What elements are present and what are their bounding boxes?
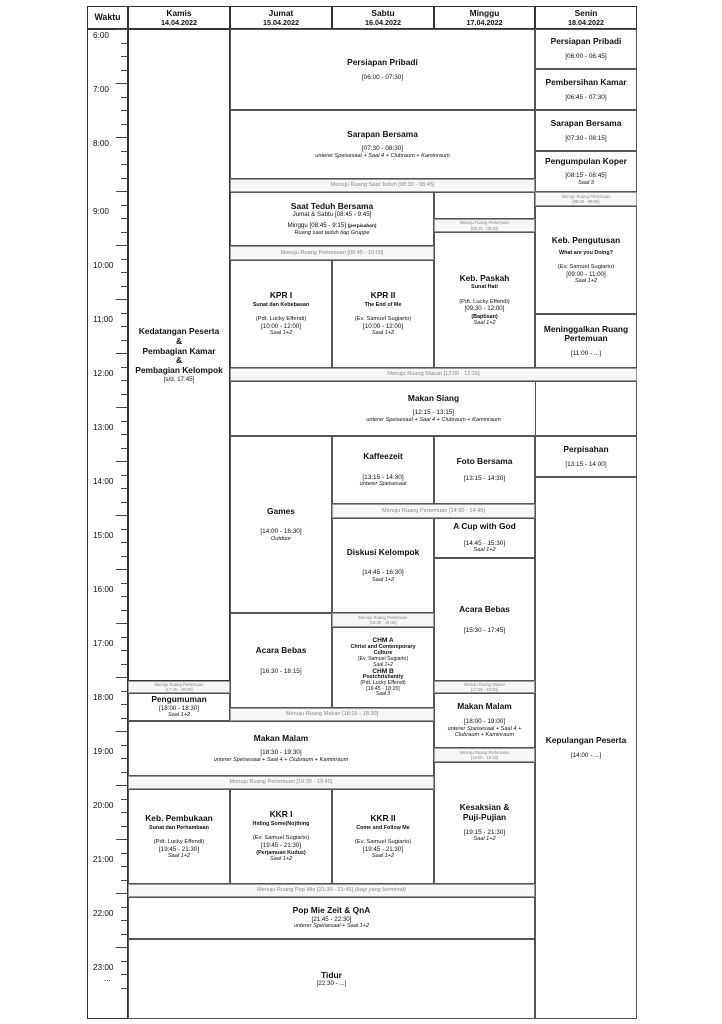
hour-label: 12:00 xyxy=(93,369,114,378)
time-tick xyxy=(121,529,128,530)
event-room: Saal 1+2 xyxy=(167,712,191,719)
event-title: Kesaksian & xyxy=(459,802,510,813)
event-speaker: (Pdt. Lucky Effendi) xyxy=(360,680,406,687)
event-time: [13:15 - 14:30] xyxy=(463,475,506,483)
event-room: unterer Speisesaal + Saal 4 + Clubraum + Kaminraum xyxy=(366,416,501,423)
hour-label: 22:00 xyxy=(93,909,114,918)
transition-minggu-1745 xyxy=(434,681,535,693)
time-tick xyxy=(121,367,128,368)
event-time: [19:45 - 21:30] xyxy=(159,845,199,853)
transition-text: Menuju Ruang Pertemuan xyxy=(460,749,509,755)
time-tick xyxy=(121,880,128,881)
event-room: Saal 1+2 xyxy=(167,852,191,859)
event-title: Kepulangan Peserta xyxy=(545,735,627,746)
time-tick xyxy=(116,623,128,624)
event-title: Meninggalkan Ruang xyxy=(543,323,629,334)
event-title: Acara Bebas xyxy=(459,603,510,614)
event-speaker: (Pdt. Lucky Effendi) xyxy=(459,298,510,305)
hour-label: 13:00 xyxy=(93,423,114,432)
time-tick xyxy=(121,259,128,260)
hour-label: 7:00 xyxy=(93,85,109,94)
event-senin-blank xyxy=(535,381,637,436)
time-tick xyxy=(116,137,128,138)
time-tick xyxy=(121,448,128,449)
event-room: Saal 1+2 xyxy=(574,277,598,284)
event-blank-minggu xyxy=(434,192,535,219)
event-title: Pengumuman xyxy=(151,694,207,705)
transition-text: Menuju Ruang Makan [12:00 - 12:15] xyxy=(387,371,480,378)
transition-text: Menuju Ruang Pertemuan [09:45 - 10:00] xyxy=(280,249,384,256)
header-day-senin xyxy=(535,6,637,29)
event-time: [16:45 - 18:15] xyxy=(366,685,400,692)
time-tick xyxy=(121,151,128,152)
event-kkr1 xyxy=(230,789,332,884)
time-tick xyxy=(121,394,128,395)
event-time: [18:00 - 18:30] xyxy=(159,705,199,713)
time-tick xyxy=(121,340,128,341)
event-time: [06:00 - 07:30] xyxy=(361,73,404,81)
event-games xyxy=(230,436,332,613)
event-senin-persiapan xyxy=(535,29,637,69)
hour-label: 11:00 xyxy=(93,315,113,324)
hour-label: 21:00 xyxy=(93,855,114,864)
event-time: [14:00 - ...] xyxy=(570,752,602,760)
transition-text: Menuju Ruang Pertemuan [14:30 - 14:45] xyxy=(382,507,485,514)
event-time: [11:00 - ...] xyxy=(570,350,602,358)
event-room: Saal 1+2 xyxy=(371,330,395,337)
header-day-name: Kamis xyxy=(166,8,192,19)
event-time: [12:15 - 13:15] xyxy=(412,409,455,417)
transition-text: [09:15 - 09:30] xyxy=(470,225,498,231)
event-diskusi-kelompok xyxy=(332,518,434,613)
time-tick xyxy=(116,515,128,516)
transition-text: [19:00 - 19:15] xyxy=(470,755,498,760)
event-title: Persiapan Pribadi xyxy=(347,56,418,67)
event-title: Saat Teduh Bersama xyxy=(290,200,374,211)
time-tick xyxy=(116,677,128,678)
transition-text: Menuju Ruang Makan xyxy=(464,681,505,687)
event-senin-pembersihan xyxy=(535,69,637,110)
time-tick xyxy=(121,434,128,435)
time-tick xyxy=(121,502,128,503)
event-kpr1 xyxy=(230,260,332,368)
time-tick xyxy=(116,893,128,894)
header-day-name: Minggu xyxy=(469,8,500,19)
event-title: Tidur xyxy=(321,969,342,980)
event-keb-pembukaan xyxy=(128,789,230,884)
time-tick xyxy=(121,758,128,759)
transition-text: [17:45 - 18:00] xyxy=(470,687,498,692)
time-tick xyxy=(121,718,128,719)
schedule-line-note: (perpisahan) xyxy=(347,224,377,230)
header-day-date: 16.04.2022 xyxy=(365,17,401,27)
time-tick xyxy=(121,326,128,327)
event-meninggalkan xyxy=(535,314,637,368)
header-day-kamis xyxy=(128,6,230,29)
transition-text xyxy=(257,887,406,893)
time-tick xyxy=(121,43,128,44)
transition-minggu-0915 xyxy=(434,219,535,232)
hour-label: 23:00 xyxy=(93,963,114,972)
transition-popmie xyxy=(128,884,535,897)
header-day-date: 15.04.2022 xyxy=(263,17,299,27)
event-kesaksian xyxy=(434,762,535,884)
event-room: unterer Speisesaal + Saal 4 + Clubraum + Kaminraum xyxy=(213,756,349,763)
event-time: [09:30 - 12:00] xyxy=(464,305,505,313)
event-title: Pembagian Kamar xyxy=(142,345,216,356)
event-tidur xyxy=(128,939,535,1019)
event-title: Pembersihan Kamar xyxy=(545,76,627,87)
event-time: [19:45 - 21:30] xyxy=(363,845,403,853)
event-title: Pembagian Kelompok xyxy=(135,365,223,376)
time-tick xyxy=(121,704,128,705)
event-kpr2 xyxy=(332,260,434,368)
event-subtitle: Sunat dan Kebebasan xyxy=(252,302,310,309)
time-tick xyxy=(116,29,128,30)
time-tick xyxy=(121,772,128,773)
event-schedule-line xyxy=(287,222,376,230)
event-subtitle: Christ and Contemporary xyxy=(350,644,416,651)
transition-pertemuan-0945 xyxy=(230,246,434,260)
transition-text: Menuju Ruang Pertemuan xyxy=(561,193,611,199)
transition-text: [08:45 - 09:00] xyxy=(572,199,600,204)
transition-text: Menuju Ruang Pertemuan [19:30 - 19:45] xyxy=(229,779,333,786)
time-tick xyxy=(121,97,128,98)
time-tick xyxy=(121,934,128,935)
time-tick xyxy=(121,610,128,611)
event-title: Perpisahan xyxy=(563,443,609,454)
event-title: KKR I xyxy=(269,809,293,820)
hour-label: 15:00 xyxy=(93,531,114,540)
event-title: & xyxy=(175,335,183,346)
event-subtitle: Sunat Hati xyxy=(471,284,498,291)
hour-label: 14:00 xyxy=(93,477,114,486)
hour-label: 8:00 xyxy=(93,139,109,148)
transition-note: (bagi yang berminat) xyxy=(354,887,406,894)
event-room: Saal 1+2 xyxy=(269,856,293,863)
event-persiapan-pribadi xyxy=(230,29,535,110)
transition-text: Menuju Ruang Pertemuan xyxy=(154,681,204,687)
event-title: A Cup with God xyxy=(453,521,516,532)
time-tick xyxy=(116,245,128,246)
header-day-name: Sabtu xyxy=(371,8,395,19)
event-room: unterer Speisesaal + Saal 4 + Clubraum + Kaminraum xyxy=(315,152,450,159)
event-perpisahan xyxy=(535,436,637,477)
hour-label: 17:00 xyxy=(93,639,114,648)
time-tick xyxy=(116,83,128,84)
time-tick xyxy=(121,542,128,543)
transition-text: [16:30 - 16:45] xyxy=(369,620,397,625)
event-note: (Perjamuan Kudus) xyxy=(256,850,306,857)
transition-makan-1200 xyxy=(230,368,637,381)
event-title: Kaffeezeit xyxy=(363,451,403,462)
event-title: Makan Siang xyxy=(407,392,460,403)
event-kepulangan xyxy=(535,477,637,1019)
event-room: Saal 1+2 xyxy=(473,836,496,843)
header-waktu xyxy=(87,6,128,29)
event-subtitle: Postchristianity xyxy=(362,674,404,681)
time-tick xyxy=(121,853,128,854)
event-speaker: (Pdt. Lucky Effendi) xyxy=(255,316,307,323)
event-room: Outdoor xyxy=(270,535,292,542)
event-keb-pengutusan xyxy=(535,206,637,314)
time-tick xyxy=(121,110,128,111)
event-kaffeezeit xyxy=(332,436,434,504)
header-day-date: 17.04.2022 xyxy=(466,17,503,27)
event-time: [21:45 - 22:30] xyxy=(311,916,352,924)
transition-text: [17:45 - 18:00] xyxy=(165,687,193,692)
time-tick xyxy=(116,947,128,948)
event-time: [14:45 - 16:30] xyxy=(362,569,404,577)
transition-saat-teduh xyxy=(230,179,535,192)
event-room: Saal 1+2 xyxy=(371,852,395,859)
time-tick xyxy=(121,178,128,179)
header-day-name: Senin xyxy=(574,8,598,19)
hour-label: ... xyxy=(104,974,111,983)
time-tick xyxy=(121,907,128,908)
event-subtitle: Culture xyxy=(373,650,393,657)
header-day-name: Jumat xyxy=(268,8,294,19)
event-time: [08:15 - 08:45] xyxy=(565,172,607,180)
event-time: [10:00 - 12:00] xyxy=(363,323,403,331)
transition-text: Menuju Ruang Makan [18:15 - 18:30] xyxy=(285,711,379,718)
event-time: [15:30 - 17:45] xyxy=(463,626,506,634)
event-time: [14:45 - 15:30] xyxy=(463,539,506,547)
event-speaker: (Pdt. Lucky Effendi) xyxy=(153,838,205,845)
event-acara-bebas-jumat xyxy=(230,613,332,708)
event-time: [s/d. 17:45] xyxy=(163,375,195,383)
time-tick xyxy=(116,785,128,786)
event-cup-with-god xyxy=(434,518,535,558)
event-time: [22:30 - ...] xyxy=(316,980,347,988)
event-title: Games xyxy=(267,505,295,516)
event-room: unterer Speisesaal + Saal 1+2 xyxy=(293,923,370,930)
event-title: Makan Malam xyxy=(457,701,512,712)
event-title: Keb. Paskah xyxy=(459,272,510,283)
transition-makan-1815 xyxy=(230,708,434,721)
event-time: [14:00 - 16:30] xyxy=(260,528,302,536)
event-title: Persiapan Pribadi xyxy=(550,36,622,47)
event-title: Sarapan Bersama xyxy=(347,128,418,139)
event-title: CHM A xyxy=(372,637,394,645)
header-day-jumat xyxy=(230,6,332,29)
hour-label: 19:00 xyxy=(93,747,114,756)
time-tick xyxy=(116,839,128,840)
time-tick xyxy=(121,475,128,476)
time-tick xyxy=(121,920,128,921)
event-time: [19:45 - 21:30] xyxy=(261,841,301,849)
event-time: [06:45 - 07:30] xyxy=(565,93,607,101)
time-tick xyxy=(121,988,128,989)
transition-senin-0845 xyxy=(535,192,637,206)
time-tick xyxy=(116,407,128,408)
header-day-sabtu xyxy=(332,6,434,29)
event-time: [18:00 - 19:00] xyxy=(463,718,506,726)
event-subtitle: Hiding Some(No)thing xyxy=(252,820,310,827)
time-tick xyxy=(121,664,128,665)
time-tick xyxy=(121,205,128,206)
event-time: [16:30 - 18:15] xyxy=(260,667,302,675)
event-pengumuman xyxy=(128,693,230,721)
event-subtitle: The End of Me xyxy=(364,302,402,309)
event-title: KPR II xyxy=(370,290,396,301)
event-senin-sarapan xyxy=(535,110,637,151)
event-room: Saal 3 xyxy=(578,179,594,186)
hour-label: 20:00 xyxy=(93,801,114,810)
event-title: Foto Bersama xyxy=(456,456,513,467)
transition-pertemuan-1430 xyxy=(332,504,535,518)
event-room: Saal 1+2 xyxy=(473,547,496,554)
event-time: [19:15 - 21:30] xyxy=(463,828,506,836)
event-kedatangan xyxy=(128,29,230,681)
time-tick xyxy=(116,731,128,732)
event-subtitle: Come and Follow Me xyxy=(356,824,410,831)
event-schedule-line: Jumat & Sabtu [08:45 - 9:45] xyxy=(292,211,372,219)
time-tick xyxy=(121,961,128,962)
event-room: Saal 1+2 xyxy=(269,330,293,337)
hour-label: 6:00 xyxy=(93,31,109,40)
event-title: & xyxy=(175,355,183,366)
event-note: (Baptisan) xyxy=(471,313,498,320)
event-title: CHM B xyxy=(372,668,394,676)
event-title: Keb. Pembukaan xyxy=(145,812,213,823)
transition-text: Menuju Ruang Pertemuan xyxy=(460,220,509,226)
time-tick xyxy=(121,56,128,57)
time-tick xyxy=(121,799,128,800)
time-tick xyxy=(121,313,128,314)
time-tick xyxy=(121,745,128,746)
header-day-minggu xyxy=(434,6,535,29)
event-title: Pop Mie Zeit & QnA xyxy=(292,905,371,916)
event-title: KKR II xyxy=(370,812,396,823)
event-title: Pengumpulan Koper xyxy=(545,155,627,166)
time-tick xyxy=(121,583,128,584)
time-tick xyxy=(121,70,128,71)
time-tick xyxy=(121,380,128,381)
hour-label: 9:00 xyxy=(93,207,109,216)
time-tick xyxy=(116,299,128,300)
event-title: Diskusi Kelompok xyxy=(346,546,420,557)
time-tick xyxy=(121,164,128,165)
time-tick xyxy=(121,232,128,233)
event-time: [13:15 - 14:30] xyxy=(362,473,404,481)
time-tick xyxy=(121,826,128,827)
event-time: [06:00 - 06:45] xyxy=(565,53,607,61)
event-speaker: (Ev. Samuel Sugiarto) xyxy=(357,656,409,663)
transition-main: Menuju Ruang Pop Mie [21:30 - 21:45] xyxy=(257,887,354,894)
event-popmie xyxy=(128,897,535,939)
event-room: Saal 3 xyxy=(375,691,391,698)
event-time: [07:30 - 08:30] xyxy=(361,145,404,153)
event-time: [13:15 - 14:00] xyxy=(565,460,607,468)
event-title: Makan Malam xyxy=(253,732,309,743)
event-time: [09:00 - 11:00] xyxy=(566,270,606,278)
event-speaker: (Ev. Samuel Sugiarto) xyxy=(252,835,310,842)
time-tick xyxy=(121,556,128,557)
transition-minggu-1900 xyxy=(434,748,535,762)
event-room: Ruang saat teduh tiap Gruppe xyxy=(294,230,370,236)
time-tick xyxy=(121,286,128,287)
transition-kamis-1745 xyxy=(128,681,230,693)
event-room: unterer Speisesaal + Saal 4 + xyxy=(447,725,522,732)
time-tick xyxy=(121,974,128,975)
time-tick xyxy=(121,637,128,638)
event-saat-teduh xyxy=(230,192,434,246)
event-title: KPR I xyxy=(269,290,293,301)
event-sarapan xyxy=(230,110,535,179)
header-waktu-label: Waktu xyxy=(94,12,121,23)
event-kkr2 xyxy=(332,789,434,884)
event-time: [18:30 - 19:30] xyxy=(260,749,302,757)
time-tick xyxy=(121,691,128,692)
event-makan-malam-minggu xyxy=(434,693,535,748)
time-tick xyxy=(121,218,128,219)
time-tick xyxy=(116,461,128,462)
time-tick xyxy=(121,866,128,867)
event-title: Acara Bebas xyxy=(255,644,307,655)
event-speaker: (Ev. Samuel Sugiarto) xyxy=(557,263,615,270)
event-subtitle: Sunat dan Perhambaan xyxy=(149,824,209,831)
time-tick xyxy=(121,272,128,273)
hour-label: 10:00 xyxy=(93,261,114,270)
time-tick xyxy=(116,353,128,354)
event-speaker: (Ev. Samuel Sugiarto) xyxy=(354,838,412,845)
event-title: Keb. Pengutusan xyxy=(551,234,621,245)
time-tick xyxy=(121,812,128,813)
transition-text: Menuju Ruang Pertemuan xyxy=(358,614,408,620)
event-makan-malam xyxy=(128,721,434,776)
time-tick xyxy=(116,569,128,570)
event-title: Kedatangan Peserta xyxy=(138,326,220,337)
event-title: Puji-Pujian xyxy=(462,812,507,823)
transition-sabtu-1630 xyxy=(332,613,434,627)
event-title: Sarapan Bersama xyxy=(550,117,622,128)
event-senin-koper xyxy=(535,151,637,192)
event-subtitle: What are you Doing? xyxy=(559,249,613,256)
event-room: unterer Speisesaal xyxy=(359,481,407,488)
event-room: Clubraum + Kaminraum xyxy=(454,732,515,739)
event-time: [07:30 - 08:15] xyxy=(565,134,607,142)
header-day-date: 18.04.2022 xyxy=(568,17,604,27)
event-time: [10:00 - 12:00] xyxy=(261,323,301,331)
event-chm xyxy=(332,627,434,708)
time-tick xyxy=(121,650,128,651)
hour-label: 16:00 xyxy=(93,585,114,594)
event-room: Saal 1+2 xyxy=(371,576,395,583)
time-tick xyxy=(121,596,128,597)
event-foto-bersama xyxy=(434,436,535,504)
event-acara-bebas-minggu xyxy=(434,558,535,681)
schedule-line-text: Minggu [08:45 - 9:15] xyxy=(287,222,346,230)
event-title: Pertemuan xyxy=(564,333,608,344)
time-tick xyxy=(121,421,128,422)
hour-label: 18:00 xyxy=(93,693,114,702)
time-tick xyxy=(121,488,128,489)
event-room: Saal 1+2 xyxy=(373,661,393,668)
event-keb-paskah xyxy=(434,232,535,368)
time-tick xyxy=(121,124,128,125)
transition-pertemuan-1930 xyxy=(128,776,434,789)
event-room: Saal 1+2 xyxy=(473,319,496,326)
header-day-date: 14.04.2022 xyxy=(161,17,197,27)
transition-text: Menuju Ruang Saat Teduh [08:30 - 08:45] xyxy=(330,182,435,189)
time-tick xyxy=(116,191,128,192)
event-speaker: (Ev. Samuel Sugiarto) xyxy=(354,316,412,323)
